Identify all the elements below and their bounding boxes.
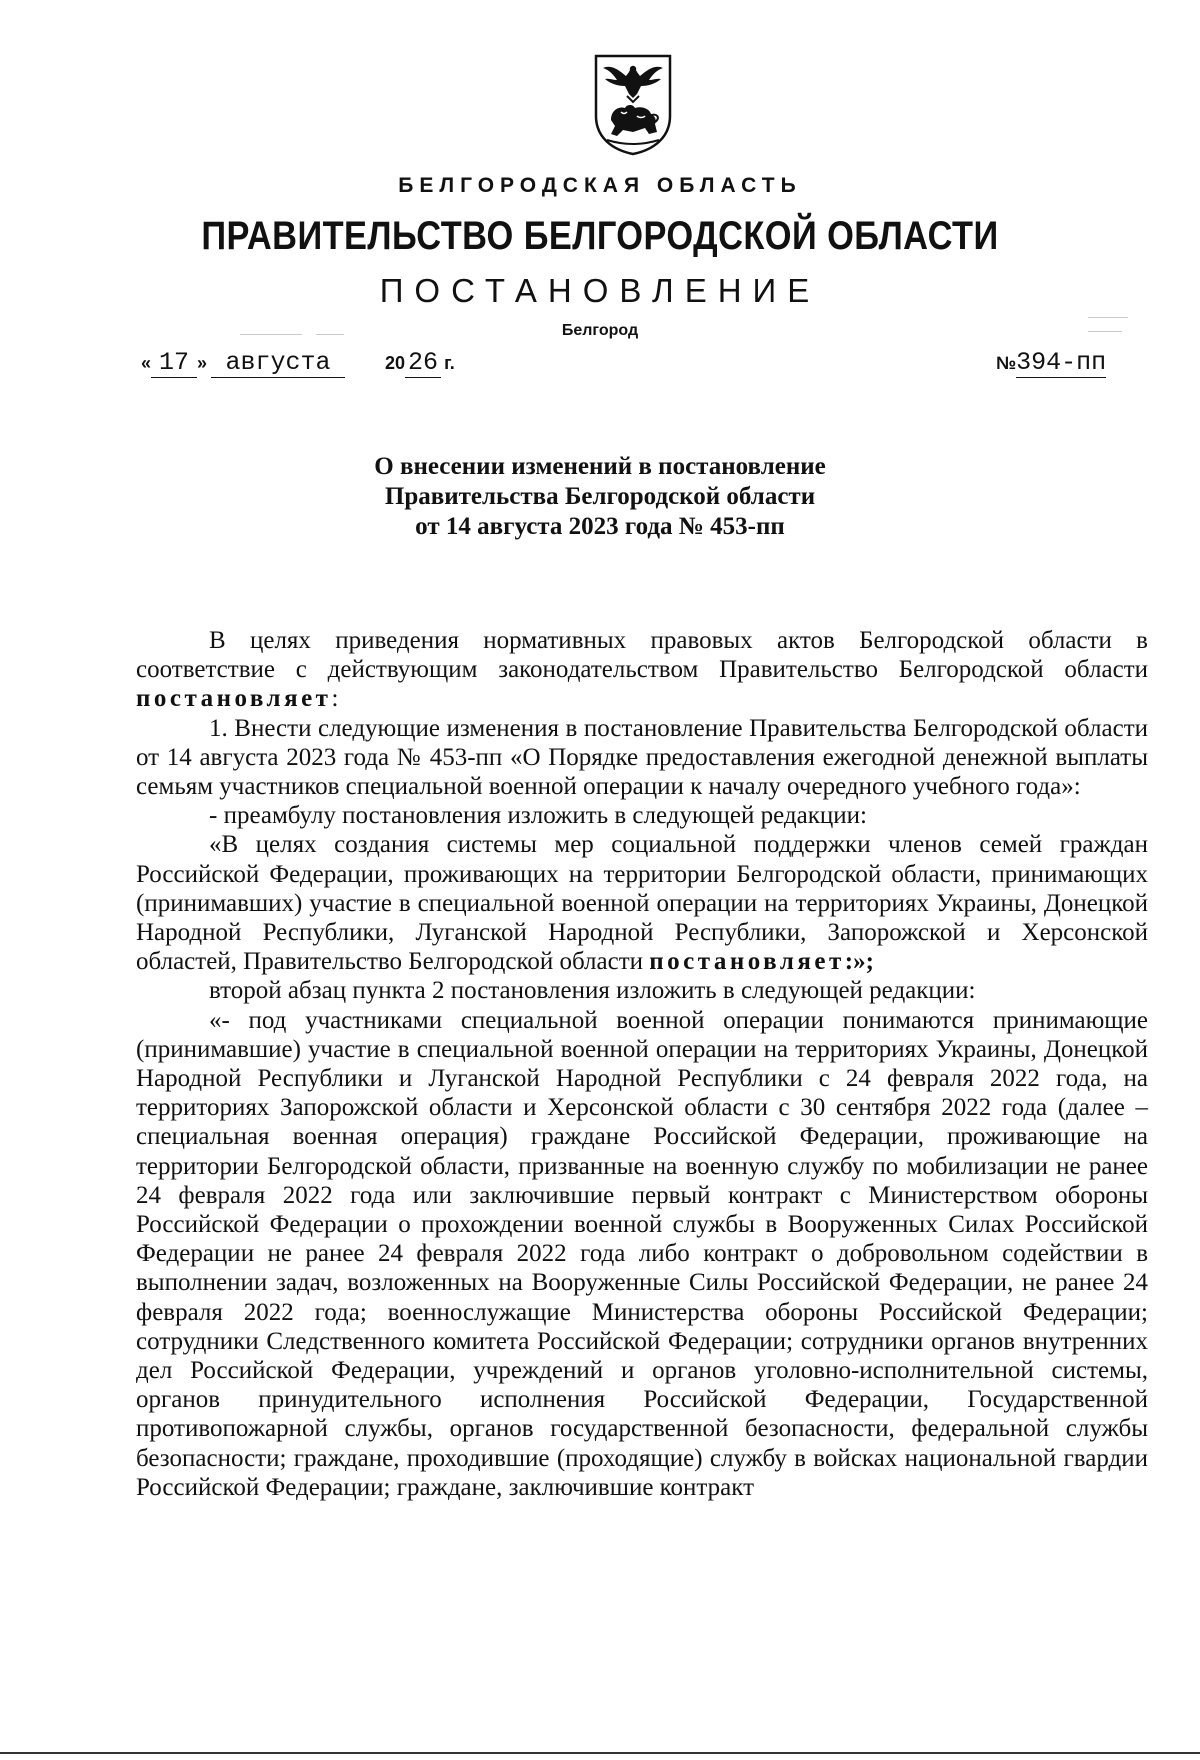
paragraph-new-preamble [136, 830, 1148, 976]
city-label: Белгород [561, 322, 639, 339]
paragraph-preamble [136, 626, 1148, 714]
date-month: августа [211, 348, 345, 378]
title-line: от 14 августа 2023 года № 453-пп [415, 513, 785, 540]
date-year-unit: г. [444, 353, 455, 373]
region-label: БЕЛГОРОДСКАЯ ОБЛАСТЬ [398, 174, 802, 197]
spaced-verb: постановляет [649, 948, 845, 976]
title-line: О внесении изменений в постановление [374, 453, 826, 480]
scan-smudge [240, 334, 302, 335]
spaced-verb: постановляет [136, 685, 332, 713]
paragraph-item-1: 1. Внести следующие изменения в постановление Правительства Белгородской области от 14 августа 2023 года № 453-пп «О Порядке предоставления ежегодной денежной выплаты семьям участников специальной военной операции к началу очередного учебного года»: [136, 714, 1148, 801]
document-type: ПОСТАНОВЛЕНИЕ [379, 272, 821, 309]
coat-of-arms-icon [593, 54, 673, 156]
date-open-quote: « [141, 353, 152, 373]
scan-edge-line [0, 1752, 1200, 1754]
paragraph-end: : [331, 685, 339, 713]
date-year-suffix: 26 [405, 348, 441, 378]
paragraph-end: :»; [844, 948, 874, 976]
scan-smudge [1088, 317, 1128, 318]
paragraph-text: В целях приведения нормативных правовых актов Белгородской области в соответствие с действующим законодательством Правительство Белгородской области [136, 627, 1148, 684]
document-number [996, 348, 1106, 382]
document-title [0, 452, 1200, 542]
government-title: ПРАВИТЕЛЬСТВО БЕЛГОРОДСКОЙ ОБЛАСТИ [201, 214, 999, 258]
document-body [136, 626, 1148, 1502]
date-close-quote: » [197, 353, 208, 373]
scan-smudge [316, 334, 344, 335]
document-date [141, 348, 455, 382]
paragraph-definition: «- под участниками специальной военной операции понимаются принимающие (принимавшие) участие в специальной военной операции на территориях Украины, Донецкой Народной Республики и Луганской Народной Республики с 24 февраля 2022 года, на территориях Запорожской области и Херсонской области с 30 сентября 2022 года (далее – специальная военная операция) граждане Российской Федерации, проживающие на территории Белгородской области, призванные на военную службу по мобилизации не ранее 24 февраля 2022 года или заключившие первый контракт с Министерством обороны Российской Федерации о прохождении военной службы в Вооруженных Силах Российской Федерации не ранее 24 февраля 2022 года либо контракт о добровольном содействии в выполнении задач, возложенных на Вооруженные Силы Российской Федерации, не ранее 24 февраля 2022 года; военнослужащие Министерства обороны Российской Федерации; сотрудники Следственного комитета Российской Федерации; сотрудники органов внутренних дел Российской Федерации, учреждений и органов уголовно-исполнительной системы, органов принудительного исполнения Российской Федерации, Государственной противопожарной службы, органов государственной безопасности, федеральной службы безопасности; граждане, проходившие (проходящие) службу в войсках национальной гвардии Российской Федерации; граждане, заключившие контракт [136, 1006, 1148, 1501]
number-value: 394-пп [1016, 348, 1107, 377]
date-day: 17 [151, 348, 197, 378]
scan-smudge [1088, 331, 1122, 332]
paragraph-text: «В целях создания системы мер социальной поддержки членов семей граждан Российской Федерации, проживающих на территории Белгородской области, принимающих (принимавших) участие в специальной военной операции на территориях Украины, Донецкой Народной Республики, Луганской Народной Республики, Запорожской и Херсонской областей, Правительство Белгородской области [136, 831, 1148, 976]
paragraph-preamble-change: - преамбулу постановления изложить в следующей редакции: [209, 802, 867, 830]
title-line: Правительства Белгородской области [384, 483, 816, 510]
paragraph-item-2-change: второй абзац пункта 2 постановления изложить в следующей редакции: [209, 977, 976, 1005]
number-prefix: № [996, 353, 1017, 373]
date-year-prefix: 20 [385, 353, 406, 373]
